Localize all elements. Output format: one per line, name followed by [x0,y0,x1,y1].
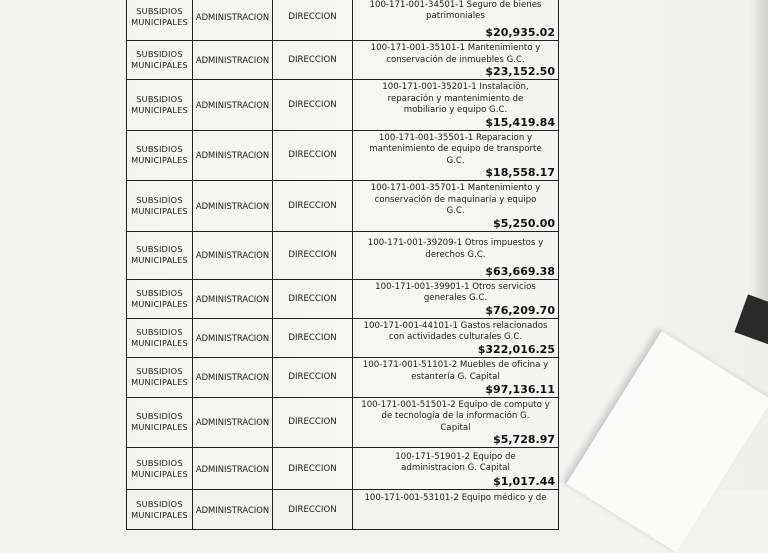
desc-line3: G.C. [446,155,465,166]
table-row [127,318,559,357]
desc-line1: 100-171-001-51101-2 Muebles de oficina y [362,360,549,370]
description-cell [353,80,559,131]
description-cell [353,0,559,41]
fund-cell [127,279,193,318]
fund-cell [127,448,193,490]
desc-line2: administracion G. Capital [401,463,510,473]
area-cell: ADMINISTRACION [193,357,273,397]
desc-line2: mantenimiento de equipo de transporte [369,144,542,154]
desc-line2: de tecnologia de la información G. [381,411,530,421]
amount-value: $1,017.44 [493,475,555,488]
fund-label-line2: MUNICIPALES [131,422,188,433]
fund-cell [127,130,193,181]
description-cell [353,279,559,318]
area-cell: ADMINISTRACION [193,41,273,80]
description-cell [353,357,559,397]
unit-cell: DIRECCION [273,41,353,80]
desc-line1: 100-171-001-39901-1 Otros servicios [375,281,536,292]
amount-value: $20,935.02 [485,26,555,39]
budget-table-body [127,0,559,530]
fund-cell [127,231,193,279]
table-row [127,181,559,232]
description-cell [353,130,559,181]
area-cell: ADMINISTRACION [193,279,273,318]
fund-label-line1: SUBSIDIOS [136,498,183,509]
amount-value: $5,728.97 [493,433,555,446]
amount-value: $5,250.00 [493,216,555,230]
fund-label-line1: SUBSIDIOS [136,411,183,422]
table-row [127,397,559,448]
unit-cell: DIRECCION [273,80,353,131]
unit-cell: DIRECCION [273,357,353,397]
table-row [127,0,559,41]
area-cell: ADMINISTRACION [193,130,273,181]
desc-line2: con actividades culturales G.C. [388,332,523,342]
account-description [353,491,558,529]
description-cell [353,181,559,232]
desc-line1: 100-171-001-34501-1 Seguro de bienes [369,0,542,10]
amount-value: $76,209.70 [485,303,555,317]
desc-line1: 100-171-001-39209-1 Otros impuestos y [367,238,544,248]
desc-line2: generales G.C. [423,293,488,303]
background-shadow [734,294,768,345]
table-row [127,80,559,131]
desc-line2: derechos G.C. [425,249,486,260]
unit-cell: DIRECCION [273,279,353,318]
desc-line2: conservación de inmuebles G.C. [386,54,525,65]
fund-cell [127,318,193,357]
desc-line2: conservación de maquinaria y equipo [374,194,537,205]
fund-label-line2: MUNICIPALES [131,468,188,479]
area-cell: ADMINISTRACION [193,80,273,131]
description-cell [353,318,559,357]
fund-cell [127,357,193,397]
desc-line1: 100-171-001-35701-1 Mantenimiento y [370,183,541,193]
fund-cell [127,41,193,80]
amount-value: $63,669.38 [485,264,555,278]
budget-table [126,0,559,530]
amount-value: $322,016.25 [477,342,555,356]
page-edge-shadow [750,0,768,330]
table-row [127,231,559,279]
fund-label-line2: MUNICIPALES [131,60,188,70]
area-cell: ADMINISTRACION [193,0,273,41]
description-cell [353,397,559,448]
unit-cell: DIRECCION [273,130,353,181]
table-row [127,130,559,181]
fund-label-line1: SUBSIDIOS [136,93,183,104]
description-cell [353,490,559,530]
desc-line2: estantería G. Capital [411,371,500,382]
area-cell: ADMINISTRACION [193,181,273,232]
desc-line1: 100-171-001-35501-1 Reparacion y [378,132,533,143]
fund-cell [127,181,193,232]
amount-value: $97,136.11 [485,382,555,396]
fund-label-line1: SUBSIDIOS [136,457,183,468]
description-cell [353,41,559,80]
desc-line3: Capital [440,422,471,433]
desc-line3: G.C. [446,206,465,216]
fund-label-line2: MUNICIPALES [131,337,188,348]
table-row [127,279,559,318]
unit-cell: DIRECCION [273,448,353,490]
fund-label-line2: MUNICIPALES [131,298,188,309]
folded-page-corner [565,330,768,553]
desc-line3: mobiliario y equipo G.C. [403,105,508,115]
amount-value: $18,558.17 [485,166,555,179]
fund-label-line2: MUNICIPALES [131,155,188,166]
description-cell [353,448,559,490]
amount-value: $15,419.84 [485,115,555,129]
fund-cell [127,80,193,131]
desc-line1: 100-171-51901-2 Equipo de [395,451,516,462]
desc-line1: 100-171-001-51501-2 Equipo de computo y [361,399,550,410]
desc-line1: 100-171-001-35201-1 Instalación, [382,82,529,92]
unit-cell: DIRECCION [273,490,353,530]
area-cell: ADMINISTRACION [193,448,273,490]
description-cell [353,231,559,279]
area-cell: ADMINISTRACION [193,490,273,530]
area-cell: ADMINISTRACION [193,397,273,448]
area-cell: ADMINISTRACION [193,231,273,279]
fund-label-line2: MUNICIPALES [131,255,188,265]
fund-cell [127,490,193,530]
desc-line2: reparación y mantenimiento de [387,93,524,104]
desc-line2: patrimoniales [426,11,485,21]
unit-cell: DIRECCION [273,231,353,279]
fund-cell [127,397,193,448]
area-cell: ADMINISTRACION [193,318,273,357]
fund-label-line2: MUNICIPALES [131,509,188,520]
table-row [127,448,559,490]
fund-label-line1: SUBSIDIOS [136,49,183,59]
fund-label-line1: SUBSIDIOS [136,366,183,376]
amount-value: $23,152.50 [485,65,555,78]
fund-label-line2: MUNICIPALES [131,205,188,216]
unit-cell: DIRECCION [273,397,353,448]
fund-label-line1: SUBSIDIOS [136,5,183,16]
unit-cell: DIRECCION [273,0,353,41]
table-row [127,357,559,397]
fund-cell [127,0,193,41]
table-row [127,490,559,530]
fund-label-line2: MUNICIPALES [131,104,188,115]
fund-label-line2: MUNICIPALES [131,377,188,387]
fund-label-line1: SUBSIDIOS [136,244,183,254]
unit-cell: DIRECCION [273,318,353,357]
fund-label-line1: SUBSIDIOS [136,194,183,205]
unit-cell: DIRECCION [273,181,353,232]
table-row [127,41,559,80]
desc-line1: 100-171-001-44101-1 Gastos relacionados [363,320,548,331]
fund-label-line2: MUNICIPALES [131,16,188,27]
desc-line1: 100-171-001-35101-1 Mantenimiento y [370,43,541,53]
desc-line1: 100-171-001-53101-2 Equipo médico y de [364,492,547,503]
fund-label-line1: SUBSIDIOS [136,326,183,337]
fund-label-line1: SUBSIDIOS [136,287,183,298]
fund-label-line1: SUBSIDIOS [136,144,183,155]
